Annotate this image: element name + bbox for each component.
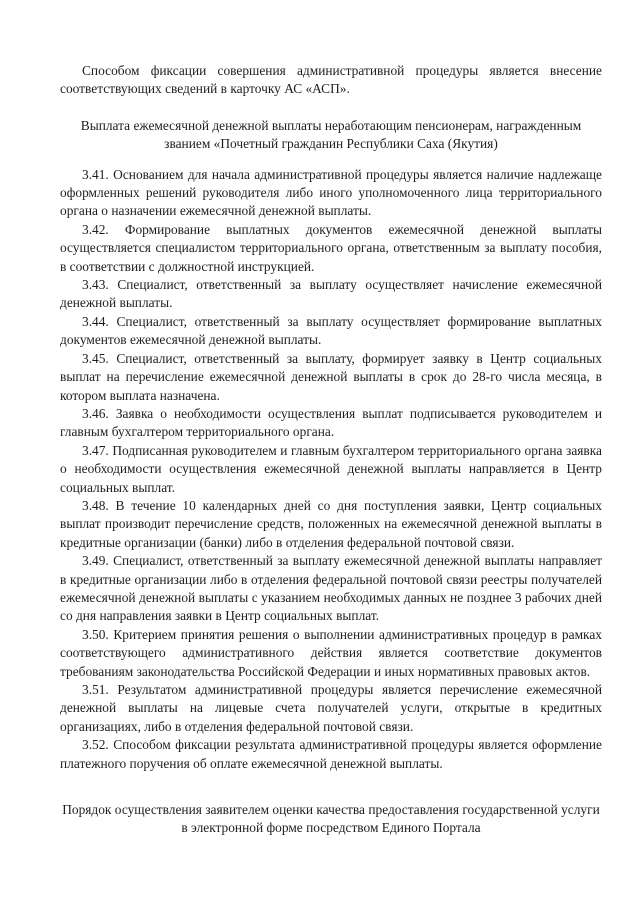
clause-3-41: 3.41. Основанием для начала административной процедуры является наличие надлежаще оформленных решений руководителя либо иного уполномоченного лица территориального органа о назначении ежемесячной денежной выплаты. (60, 166, 602, 219)
clause-3-46: 3.46. Заявка о необходимости осуществления выплат подписывается руководителем и главным бухгалтером территориального органа. (60, 405, 602, 440)
clauses-list (60, 166, 602, 773)
clause-3-50: 3.50. Критерием принятия решения о выполнении административных процедур в рамках соответствующего административного действия является соответствие документов требованиям законодательства Российской Федерации и иных нормативных правовых актов. (60, 626, 602, 679)
clause-3-48: 3.48. В течение 10 календарных дней со дня поступления заявки, Центр социальных выплат производит перечисление средств, положенных на ежемесячной денежной выплаты в кредитные организации (банки) либо в отделения федеральной почтовой связи. (60, 497, 602, 550)
intro-paragraph: Способом фиксации совершения административной процедуры является внесение соответствующих сведений в карточку АС «АСП». (60, 63, 602, 97)
clause-3-43: 3.43. Специалист, ответственный за выплату осуществляет начисление ежемесячной денежной выплаты. (60, 277, 602, 311)
clause-3-47: 3.47. Подписанная руководителем и главным бухгалтером территориального органа заявка о необходимости осуществления ежемесячной денежной выплаты направляется в Центр социальных выплат. (60, 442, 602, 495)
section-heading-payment: Выплата ежемесячной денежной выплаты неработающим пенсионерам, награжденным званием «Почетный гражданин Республики Саха (Якутия) (80, 117, 582, 152)
clause-3-42: 3.42. Формирование выплатных документов ежемесячной денежной выплаты осуществляется специалистом территориального органа, ответственным за выплату пособия, в соответствии с должностной инструкцией. (60, 221, 602, 274)
clause-3-51: 3.51. Результатом административной процедуры является перечисление ежемесячной денежной выплаты на лицевые счета получателей услуги, открытые в кредитных организациях, либо в отделения федеральной почтовой связи. (60, 682, 602, 734)
clause-3-49: 3.49. Специалист, ответственный за выплату ежемесячной денежной выплаты направляет в кредитные организации либо в отделения федеральной почтовой связи реестры получателей ежемесячной денежной выплаты с указанием необходимых данных не позднее 3 рабочих дней со дня направления заявки в Центр социальных выплат. (60, 553, 602, 624)
section-heading-quality: Порядок осуществления заявителем оценки качества предоставления государственной услуги в электронной форме посредством Единого Портала (62, 802, 600, 836)
clause-3-52: 3.52. Способом фиксации результата административной процедуры является оформление платежного поручения об оплате ежемесячной денежной выплаты. (60, 737, 602, 771)
clause-3-45: 3.45. Специалист, ответственный за выплату, формирует заявку в Центр социальных выплат на перечисление ежемесячной денежной выплаты в срок до 28-го числа месяца, в котором выплата назначена. (60, 350, 602, 403)
clause-3-44: 3.44. Специалист, ответственный за выплату осуществляет формирование выплатных документов ежемесячной денежной выплаты. (60, 313, 602, 348)
